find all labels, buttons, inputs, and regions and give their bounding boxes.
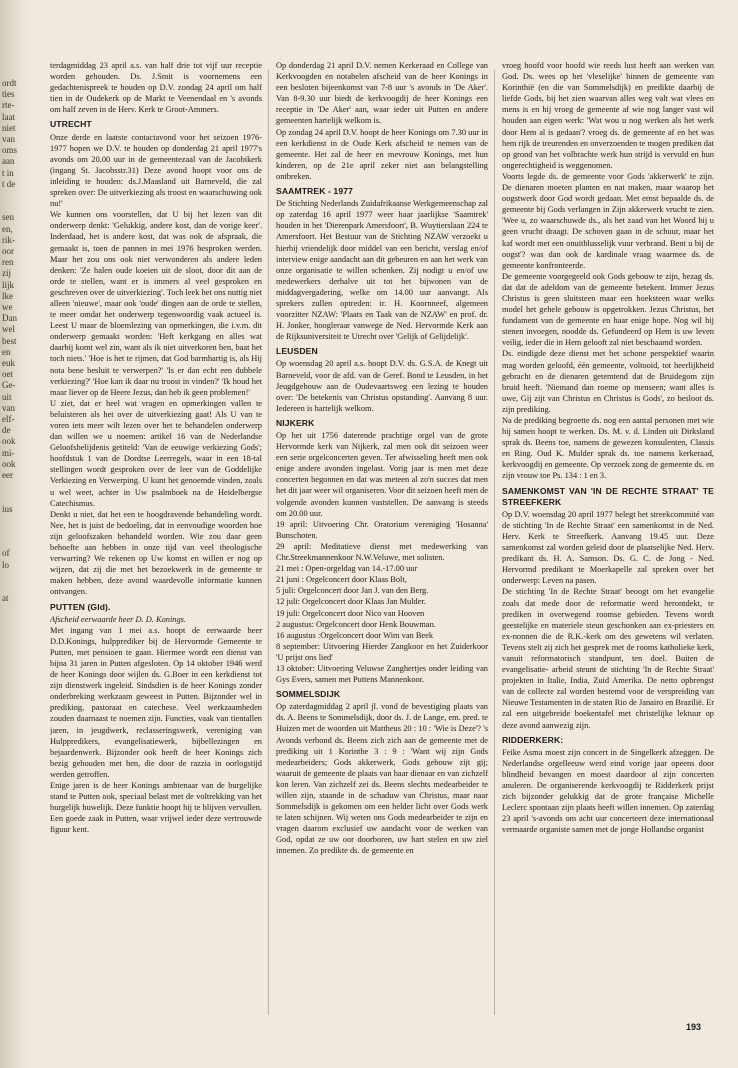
facing-page-fragment: wel [2,324,15,335]
facing-page-fragment: lijk [2,279,15,290]
column-left [50,60,262,1020]
facing-page-fragment: of [2,548,10,559]
paragraph: Op D.V. woensdag 20 april 1977 belegt het streekcommité van de stichting 'In de Rechte Straat' een samenkomst in de Ned. Herv. Kerk te Streefkerk. Aanvang 19.45 uur. Deze samenkomst zal worden geleid door de plaatselijke Ned. Herv. predikant ds. H. A. Samson. Ds. G. C. de Jong - Ned. Hervormd predikant te Moerkapelle zal spreken over het onderwerp: Leven na pasen. [502,509,714,586]
paragraph: vroeg hoofd voor hoofd wie reeds lust heeft aan werken van God. Ds. wees op het 'vleselijke' binnen de gemeente van Korinthië (en die van Sommelsdijk) en predikte daarbij de liefde Gods, bij het zien waarvan alles weg valt wat vlees en mens is en hij vroeg de gemeente af wie nog langer vast wil houden aan eigen werk: 'Wat wou u nog werken als het werk door Hem al is gedaan'? vroeg ds. de gemeente af en het was hem rijk de treurenden en onverzoenden te mogen prediken dat op grond van het volbrachte werk hun strijd is vervuld en hun ongerechtigheid is weggenomen. [502,61,714,170]
facing-page-fragment: t de [2,178,16,189]
facing-page-fragment: ius [2,503,13,514]
concert-list-item: 19 april: Uitvoering Chr. Oratorium vereniging 'Hosanna' Bunschoten. [276,519,488,540]
paragraph: Na de prediking begroette ds. nog een aantal personen met wie hij samen hoopt te werken. Ds. M. v. d. Linden uit Dirksland sprak ds. Beens toe, namens de gewezen konsulenten, Classis en Ring. Oud K. Mulder sprak ds. toe namens kerkeraad, kerkvoogdij en gemeente. Op verzoek zong de gemeente ds. en zijn vrouw toe Ps. 134 : 1 en 3. [502,416,714,481]
facing-page-fragment: t in [2,167,14,178]
facing-page-fragment: ook [2,458,16,469]
facing-page-fragment: euk [2,358,15,368]
facing-page-fragment: ties [2,89,15,100]
facing-page-fragment: uit [2,391,12,402]
concert-list-item: 19 juli: Orgelconcert door Nico van Hooven [276,608,425,618]
section-heading-sommelsdijk: SOMMELSDIJK [276,689,341,700]
section-heading-putten: PUTTEN (Gld). [50,601,111,612]
facing-page-fragment: we [2,302,13,312]
facing-page-fragment: en [2,346,11,357]
column-right [502,60,714,1020]
column-divider [268,70,269,1015]
section-heading-utrecht: UTRECHT [50,119,92,130]
section-heading-leusden: LEUSDEN [276,346,318,357]
concert-list-item: 2 augustus: Orgelconcert door Henk Bouwman. [276,619,436,629]
facing-page-fragment: zij [2,268,11,279]
facing-page-fragment: niet [2,122,16,133]
paragraph: Feike Asma moest zijn concert in de Singelkerk afzeggen. De Nederlandse orgelleeuw werd eind vorige jaar opeens door blindheid bevangen en moest daardoor al zijn concerten anuleren. De organiserende kerkvoogdij te Ridderkerk prijst zich bijzonder gelukkig dat de grote française Michelle Leclerc spontaan zijn plaats heeft willen innemen. Op zaterdag 23 april 's-avonds om acht uur concerteert deze internationaal vermaarde organiste samen met de jonge Hollandse organist [502,747,714,835]
paragraph: Met ingang van 1 mei a.s. hoopt de eerwaarde heer D.D.Konings, hulpprediker bij de Hervormde Gemeente te Putten, met pensioen te gaan. Hiermee wordt een dienst van bijna 31 jaren in Putten afgesloten. Op 14 oktober 1946 werd de heer Konings door wijlen ds. G.Boer in een kerkdienst tot zijn dienstwerk ingeleid. Sindsdien is de heer Konings zonder onderbreking werkzaam geweest in Putten. Bijzonder wel in prediking, pastoraat en catechese. Veel werkzaamheden zouden daarnaast te noemen zijn. Functies, vaak van tientallen jaren, in jeugdwerk, reclasseringswerk, vereniging van Hulppredikers, evangelisatiewerk, bijbellezingen en bejaardenwerk. Bijzonder ook heeft de heer Konings zich bezig gehouden met hen, die door de razzia in oorlogstijd werden getroffen. [50,625,262,779]
facing-page-fragment: oms [2,145,18,156]
facing-page-fragment: oor [2,246,14,256]
concert-list-item: 21 mei : Open-orgeldag van 14.-17.00 uur [276,564,418,574]
facing-page-fragment: best [2,335,17,346]
paragraph: Denkt u niet, dat het een te hoogdravende behandeling wordt. Nee, het is juist de bedoeling, dat in eenvoudige woorden hoe zijn geloofszaken behandeld worden. Wie zou daar geen behoefte aan hebben in onze tijd van veel theologische verwarring? We rekenen op Uw komst en willen er nog op wijzen, dat zij die met het bezoekwerk in de gemeente te maken hebben, deze avond waardevolle informatie kunnen ontvangen. [50,509,262,597]
paragraph: De gemeente voorgegeeld ook Gods gebouw te zijn, bezag ds. dat dat de adeldom van de gemeente betekent. Immer Jezus Christus is geen sluitsteen maar een hoeksteen waar welks model het gehele gebouw is opgetrokken. Jezus Christus, het fundament van de gemeente en haar enige hope. Nog wil hij stenen invoegen, noodde ds. Gefundeerd op Hem is uw leven veilig, ieder die in Hem gelooft zal niet beschaamd worden. [502,271,714,348]
paragraph: terdagmiddag 23 april a.s. van half drie tot vijf uur receptie worden gehouden. Ds. J.Smit is voornemens een gedachtenispreek te houden op D.V. zondag 24 april om half tien in de Oudekerk op de Markt te Veenendaal en 's avonds om half zeven in de Herv. Kerk te Groot-Ammers. [50,61,262,115]
facing-page-fragment: sen [2,212,14,223]
paragraph: Onze derde en laatste contactavond voor het seizoen 1976-1977 hopen we D.V. te houden op donderdag 21 april 1977's avonds om 20.00 uur in de gemeentezaal van de Jacobikerk (ingang St. Jacobsstr.31) Deze avond hoopt voor ons de inleiding te houden: ds.J.Maasland uit Barneveld, die zal spreken over: De uitverkiezing als troost en waarschuwing ook nu!' [50,132,262,209]
facing-page-fragment: lo [2,559,10,570]
page-number: 193 [686,1022,702,1032]
facing-page-fragment: van [2,134,15,144]
paragraph: Voorts legde ds. de gemeente voor Gods 'akkerwerk' te zijn. De dienaren moeten planten en nat maken, maar waarop het oogstwerk door God wordt gedaan. Met ernst bepaalde ds. de gemeente bij Gods verlangen in Zijn akkerwerk vrucht te zien. 'Wee u, zo waarschuwde ds., als het zaad van het Woord bij u geen vrucht draagt. De schoven gaan in de schuur, maar het kaf wordt met een onuitblusselijk vuur verbrand. Bent u bij de oogst'? was dan ook de kardinale vraag waarmee ds. de gemeente konfronteerde. [502,171,714,270]
section-heading-nijkerk: NIJKERK [276,417,315,428]
facing-page-fragment: van [2,402,15,413]
paragraph: De Stichting Nederlands Zuidafrikaanse Werkgemeenschap zal op zaterdag 16 april 1977 weer haar jaarlijkse 'Saamtrek' houden in het 'Dierenpark Amersfoort', B. Wuytierslaan 224 te Amersfoort. Het Bestuur van de Stichting NZAW verzoekt u hierbij vriendelijk door middel van een bericht, verslag en/of interview enige aandacht aan dit gebeuren en aan het werk van onze organisatie te willen schenken. Zij nodigt u en/of uw medewerkers derhalve uit tot het bijwonen van de middagvergadering, welke om 14.00 uur aanvangt. Als sprekers zullen optreden: ir. H. Koornneef, algemeen voorzitter NZAW: 'Plaats en Taak van de NZAW' en prof. dr. H. Jonker, hoogleraar vanwege de Ned. Hervormde Kerk aan de Rijksuniversiteit te Utrecht over 'Gelijk of Gelijdelijk'. [276,199,488,342]
concert-list-item: 13 oktober: Uitvoering Veluwse Zanghertjes onder leiding van Gys Evers, samen met Puttens Mannenkoor. [276,663,488,685]
facing-page-fragment: Dan [2,313,17,324]
paragraph: U ziet, dat er heel wat vragen en opmerkingen vallen te beluisteren als het over de uitverkiezing gaat! Als U van te voren iets meer wilt lezen over het te behandelen onderwerp dan willen we u noemen: artikel 16 van de Nederlandse Geloofsbelijdenis getiteld: 'Van de eeuwige verkiezing Gods'; hoofdstuk 1 van de Dordtse Leerregels, waar in een 18-tal stellingen wordt gesproken over de leer van de Goddelijke Verkiezing en Verwerping. U kunt het genoemde vinden, zoals u wel weet, achter in Uw psalmboek na de Heidelbergse Catechismus. [50,398,262,508]
facing-page-fragment: lke [2,290,13,301]
paragraph: De stichting 'In de Rechte Straat' beoogt om het evangelie zoals dat mede door de reformatie werd herontdekt, te prediken in overwegend roomse gebieden. Tevens wordt geestelijke en materiele steun geschonken aan ex-priesters en ex-nonnen die de R.K.-kerk om des gewetens wil verlaten. Tevens stelt zij zich het gesprek met de rooms katholieke kerk, vanuit reformatorisch standpunt, ten doel. Buiten de evangelisatie- arbeid steunt de stichting 'In de Rechte Straat' projekten in Italie, India, Zuid Amerika. De netto opbrengst van de collecte zal worden bestemd voor de verspreiding van Nieuwe Testamenten in de staten Rio de Janairo en Brazilië. Er zal een uitgebreide boekentafel met christelijke lektuur op deze avond aanwezig zijn. [502,587,714,730]
facing-page-fragment: ren [2,257,14,268]
column-middle [276,60,488,1020]
paragraph: Enige jaren is de heer Konings ambtenaar van de burgelijke stand te Putten ook, speciaal belast met de voltrekking van het burgelijk huwelijk. Deze funktie hoopt hij te blijven vervullen. Een goede zaak in Putten, waar vrijwel ieder deze vertrouwde figuur kent. [50,781,262,835]
facing-page-fragment: at [2,593,9,604]
paragraph: Ds. eindigde deze dienst met het schone perspektief waarin mag worden geloofd, één gemeente, voltooid, tot heerlijkheid gebracht en de dienaren getemtend dat de Bruidegom zijn bruid heeft. 'Niemand dan roeme op menseen; want alles is uwe, Gij zijt van Christus en Christus is Gods', zo besloot ds. zijn prediking. [502,349,714,414]
concert-list-item: 21 juni : Orgelconcert door Klaas Bolt, [276,575,407,585]
facing-page-fragment: laat [2,111,15,122]
concert-list-item: 5 juli: Orgelconcert door Jan J. van den Berg. [276,586,429,596]
facing-page-fragment: rte- [2,100,15,111]
facing-page-fragment: mi- [2,447,15,458]
facing-page-fragment: ordt [2,78,17,88]
facing-page-fragment: eer [2,470,13,480]
facing-page-fragment: de [2,425,11,436]
facing-page-fragment: aan [2,156,15,167]
paragraph: Op het uit 1756 daterende prachtige orgel van de grote Hervormde kerk van Nijkerk, zal men ook dit seizoen weer een serie orgelconcerten geven. Ter afwisseling heeft men ook enige andere avonden ingelast. Vorig jaar is men met deze concerten begonnen en dat was meteen al zo'n succes dat men het dit jaar weer wil organiseren. Voor dit seizoen heeft men de volgende avonden kunnen vaststellen. De aanvang is steeds om 20.00 uur. [276,431,488,518]
concert-list [276,519,488,685]
facing-page-fragment: Ge- [2,380,16,391]
facing-page-fragment: elf- [2,414,15,424]
concert-list-item: 8 september: Uitvoering Hierder Zangkoor en het Zuiderkoor 'U prijst ons lied' [276,641,488,662]
facing-page-fragment: en, [2,223,13,234]
section-heading-saamtrek: SAAMTREK - 1977 [276,186,353,197]
paragraph: Op woensdag 20 april a.s. hoopt D.V. ds. G.S.A. de Knegt uit Barneveld, voor de afd. van de Geref. Bond te Leusden, in het Jeugdgebouw aan de Oudevaartsweg een lezing te houden over: 'De betekenis van Christus opstanding'. Aanvang 8 uur. Iedereen is hartelijk welkom. [276,359,488,413]
paragraph: Op zondag 24 april D.V. hoopt de heer Konings om 7.30 uur in een kerkdienst in de Oude Kerk afscheid te nemen van de gemeente. Het zal de heer en mevrouw Konings, met hun kinderen, op de 21e april zeker niet aan belangstelling ontbreken. [276,127,488,181]
paragraph: Op zaterdagmiddag 2 april jl. vond de bevestiging plaats van ds. A. Beens te Sommelsdijk, door ds. J. de Lange, em. pred. te Huizen met de woorden uit Mattheus 20 : 10 : 'Wie is Deze'? 's Avonds verbond ds. Beens zich zich aan de gemeente met de prediking uit 1 Korinthe 3 : 9 : 'Want wij zijn Gods medearbeiders; Gods akkerwerk, Gods gebouw zijt gij; waaruit de gemeente de plaats van haar dienaar en van zichzelf kon leren. Van zichzelf zei ds. Beens slechts medearbeider te willen zijn, staande in de schaduw van Christus, maar naar Sommelsdijk is gekomen om een helder licht over Gods werk te laten schijnen. Wij weten ons Gods medearbeider te zijn en vragen daarom exclusief uw aandacht voor de werken van God, opdat ze uw oor doorboren, uw hart stelen en uw ziel innemen. Zo predikte ds. de gemeente en [276,702,488,856]
section-heading-samenkomst: SAMENKOMST VAN 'IN DE RECHTE STRAAT' TE STREEFKERK [502,485,714,507]
concert-list-item: 29 april: Meditatieve dienst met medewerking van Chr.Streekmannenkoor N.W.Veluwe, met solisten. [276,541,488,563]
facing-page-fragment: rik- [2,234,15,245]
paragraph: We kunnen ons voorstellen, dat U bij het lezen van dit onderwerp denkt: 'Gelukkig, andere kost, dan de vorige keer'. Inderdaad, het is andere kost, dat was ook de afspraak, die gemaakt is, toen de pannen in mei 1976 besproken werden. Maar het zou ons ook niet verwonderen als andere leden denken: 'Ze halen oude koeien uit de sloot, door dit aan de orde te stellen, want er is immers al veel gesproken en geschreven over de uitverkiezing'. Toch leek het ons nuttig niet alleen 'nieuwe', maar ook 'oude' dingen aan de orde te stellen, te meer omdat het onderwerp tegenwoordig vaak actueel is. Leest U maar de bloemlezing van opmerkingen, die i.v.m. dit onderwerp gemaakt worden: 'Heft kerkgang en alles wat daarbij komt wel zin, want als ik niet uitverkoren ben, baat het toch niets.' 'Hoe is het te rijmen, dat God barmhartig is, als Hij nota bene besluit te verwerpen?' 'Is er dan echt een dubbele verkiezing?' 'Hoe kan ik daar nu troost in vinden?' 'Ik houd het maar liever op de Heere Jezus, dan heb ik geen problemen!' [50,210,262,397]
facing-page-edge [0,0,28,1068]
concert-list-item: 12 juli: Orgelconcert door Klaas Jan Mulder. [276,597,426,607]
facing-page-fragment: ook [2,436,16,447]
subheading: Afscheid eerwaarde heer D. D. Konings. [50,614,186,624]
column-divider [494,70,495,1015]
concert-list-item: 16 augustus :Orgelconcert door Wim van Beek [276,630,434,640]
section-heading-ridderkerk: RIDDERKERK: [502,734,564,745]
facing-page-fragment: oet [2,369,13,380]
paragraph: Op donderdag 21 april D.V. nemen Kerkeraad en College van Kerkvoogden en notabelen afscheid van de heer Konings in een besloten bijeenkomst van 7-8 uur 's avonds in 'De Aker'. Van 8-9.30 uur biedt de kerkvoogdij de heer Konings een receptie in 'De Aker' aan, waar ieder uit Putten en andere gemeenten hartelijk welkom is. [276,61,488,126]
